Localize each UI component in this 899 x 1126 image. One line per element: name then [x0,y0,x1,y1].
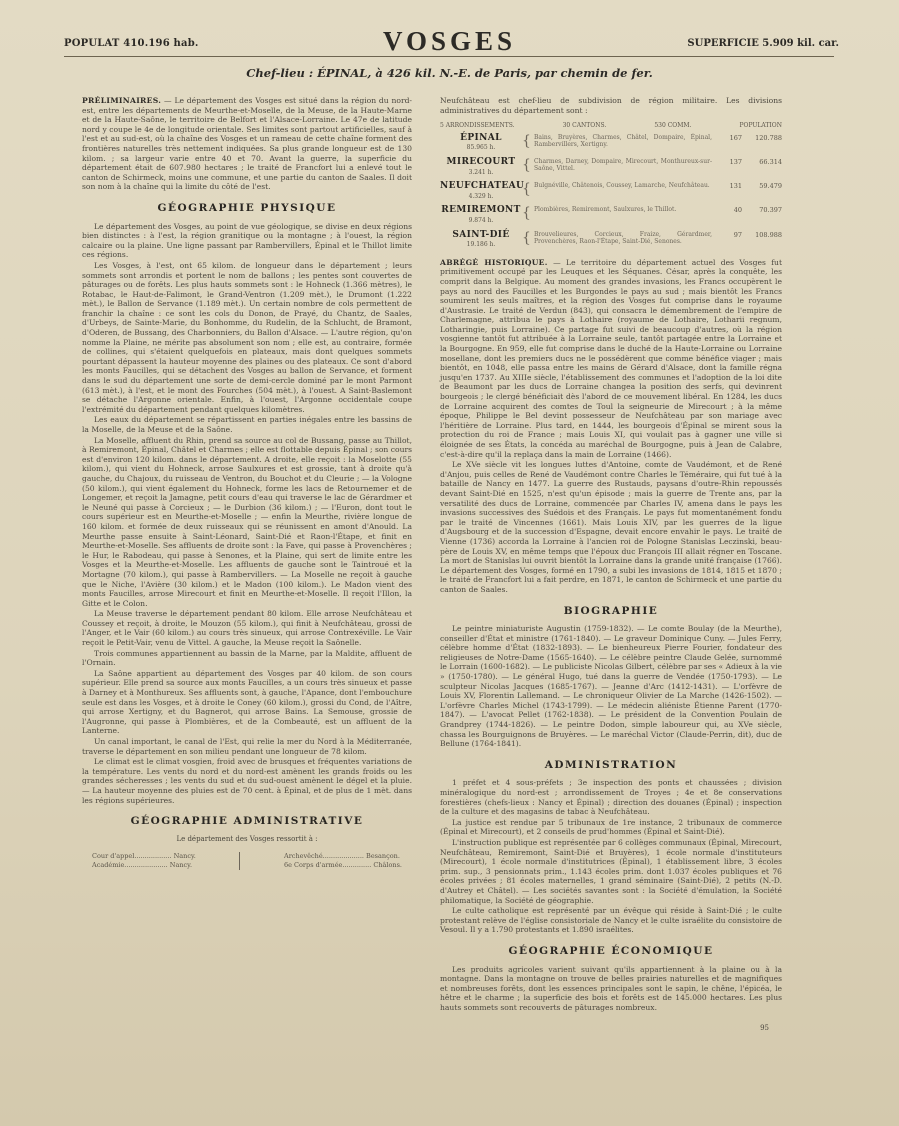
admin-p2: La justice est rendue par 5 tribunaux de 1re instance, 2 tribunaux de commerce (Épinal et Mirecourt), et 2 conseils de prud'hommes (Épinal et Saint-Dié). [440,817,782,837]
brace-glyph: { [522,181,531,198]
table-header-cell: POPULATION [739,122,782,130]
arrondissements-table [440,121,782,250]
arr-communes: 167 [729,133,742,142]
arr-name: ÉPINAL [460,132,502,143]
arr-cantons: Plombières, Remiremont, Saulxures, le Thillot. [534,206,677,214]
arr-sub: 4.329 h. [468,192,494,200]
population-label: POPULAT 410.196 hab. [64,38,199,49]
arr-population: 59.479 [759,182,782,191]
arr-name: MIRECOURT [446,156,516,167]
admin-p3: L'instruction publique est représentée par 6 collèges communaux (Épinal, Mirecourt, Neufchâteau, Remiremont, Saint-Dié et Bruyères), 1 école normale d'instituteurs (Mirecourt), 1 école normale d'institutrices (Épinal), 1 établissement libre, 3 écoles prim. sup., 3 pensionnats prim., 1.143 écoles prim. dont 1.037 écoles publiques et 76 écoles privées ; 81 écoles maternelles, 1 grand séminaire (Saint-Dié), 2 petits (N.-D. d'Autrey et Châtel). — Les sociétés savantes sont : la Société d'émulation, la Société philomatique, la Société de géographie. [440,837,782,905]
geo-adm-heading: GÉOGRAPHIE ADMINISTRATIVE [130,815,364,828]
page-title: VOSGES [382,26,516,56]
arr-name: SAINT-DIÉ [452,229,510,240]
table-header [440,121,782,131]
brace-glyph: { [522,132,531,149]
geo-phys-p6: Trois communes appartiennent au bassin de la Marne, par la Maldite, affluent de l'Ornain. [82,648,412,668]
geo-phys-p8: Un canal important, le canal de l'Est, qui relie la mer du Nord à la Méditerranée, traverse le département en son milieu pendant une longueur de 78 kilom. [82,737,412,756]
admin-heading: ADMINISTRATION [544,758,678,771]
arr-name-cell [440,206,522,225]
prelim-label: PRÉLIMINAIRES. [82,96,162,105]
arr-cantons: Brouvelieures, Corcieux, Fraize, Gérardmer, Provenchères, Raon-l'Étape, Saint-Dié, Senones. [534,230,712,245]
geo-adm-list [82,852,412,870]
arr-communes: 131 [729,182,742,191]
geo-phys-p1: Le département des Vosges, au point de vue géologique, se divise en deux régions bien distinctes : à l'est, la région granitique ou la montagne ; à l'ouest, la région calcaire ou la plaine. Une ligne passant par Rambervillers, Épinal et le Thillot limite ces régions. [82,221,412,260]
arr-population: 108.988 [755,230,782,239]
header-rule [64,56,834,57]
header [0,26,899,66]
arr-sub: 9.874 h. [468,216,494,224]
arr-name: NEUFCHATEAU [440,181,525,192]
history-p2: Le XVe siècle vit les longues luttes d'Antoine, comte de Vaudémont, et de René d'Anjou, puis celles de René de Vaudémont contre Charles le Téméraire, qui fut tué à la bataille de Nancy en 1477. La guerre des Rustauds, paysans d'outre-Rhin repoussés devant Saint-Dié en 1525, n'est qu'un épisode ; mais la guerre de Trente ans, par la versatilité des ducs de Lorraine, commencée par Charles IV, amena dans le pays les invasions successives des Suédois et des Français. Le pays fut momentanément fondu par le traité de Vincennes (1661). Mais Louis XIV, par les guerres de la ligue d'Augsbourg et de la succession d'Espagne, devait encore envahir le pays. Le traité de Vienne (1736) accorda la Lorraine à l'ancien roi de Pologne Stanislas Leczinski, beau-père de Louis XV, en même temps que l'époux duc François III allait régner en Toscane. La mort de Stanislas lui ouvrit bientôt la Lorraine dans la grande unité française (1766). Le département des Vosges, formé en 1790, a subi les invasions de 1814, 1815 et 1870 ; le traité de Francfort lui a fait perdre, en 1871, le canton de Schirmeck et une partie du canton de Saales. [440,460,782,594]
geo-phys-p9: Le climat est le climat vosgien, froid avec de brusques et fréquentes variations de la température. Les vents du nord et du nord-est amènent les grands froids ou les grandes sécheresses ; les vents du sud et du sud-ouest amènent le dégel et la pluie. — La hauteur moyenne des pluies est de 70 cent. à Épinal, et de plus de 1 mèt. dans les régions supérieures. [82,757,412,805]
geo-adm-l2: Académie..................... Nancy. [92,861,193,870]
prelim-paragraph [82,96,412,192]
arr-name-cell [440,231,522,250]
geo-adm-divider [239,852,240,870]
bio-text: Le peintre miniaturiste Augustin (1759-1832). — Le comte Boulay (de la Meurthe), conseiller d'État et ministre (1761-1840). — Le graveur Dominique Cuny. — Jules Ferry, célèbre homme d'État (1832-1893). — Le bienheureux Pierre Fourier, fondateur des religieuses de Notre-Dame (1565-1640). — Le célèbre peintre Claude Gelée, surnommé le Lorrain (1600-1682). — Le publiciste Nicolas Gilbert, célèbre par ses « Adieux à la vie » (1750-1780). — Le général Hugo, tué dans la guerre de Vendée (1750-1793). — Le sculpteur Nicolas Jacques (1685-1767). — Jeanne d'Arc (1412-1431). — L'orfèvre de Louis XV, Florentin Lallemand. — Le chroniqueur Olivier de La Marche (1426-1502). — L'orfèvre Charles Michel (1743-1799). — Le médecin aliéniste Étienne Parent (1770-1847). — L'avocat Pellet (1762-1838). — Le président de la Convention Poulain de Grandprey (1744-1826). — Le peintre Dodon, simple laboureur qui, au XVe siècle, chassa les Bourguignons de Bruyères. — Le maréchal Victor (Claude-Perrin, dit), duc de Bellune (1764-1841). [440,624,783,749]
table-header-cell: 530 COMM. [654,122,692,130]
table-row [440,134,782,153]
arr-communes: 40 [733,206,742,215]
right-column [440,96,782,1013]
arr-name-cell [440,181,525,201]
table-row [440,206,782,225]
geo-phys-p7: La Saône appartient au département des Vosges par 40 kilom. de son cours supérieur. Elle prend sa source aux monts Faucilles, a un cours très sinueux et passe à Darney et à Monthureux. Ses affluents sont, à gauche, l'Apance, dont l'embouchure seule est dans les Vosges, et à droite le Coney (60 kilom.), grossi du Cond, de l'Aître, qui arrose Xertigny, et du Bagnerot, qui arrose Bains. La Semouse, grossie de l'Augronne, qui passe à Plombières, et de la Combeauté, est un affluent de la Lanterne. [82,668,412,736]
geo-phys-heading: GÉOGRAPHIE PHYSIQUE [157,201,337,214]
geo-phys-p3: Les eaux du département se répartissent en parties inégales entre les bassins de la Moselle, de la Meuse et de la Saône. [82,415,412,434]
arr-population: 70.397 [759,206,782,215]
table-header-cell: 30 CANTONS. [562,122,607,130]
admin-p1: 1 préfet et 4 sous-préfets ; 3e inspection des ponts et chaussées ; division minéralogique du nord-est ; arrondissement de Troyes ; 4e et 8e conservations forestières (chefs-lieux : Nancy et Épinal) ; direction des douanes (Épinal) ; inspection de la culture et des magasins de tabac à Neufchâteau. [440,778,782,817]
arr-cantons: Charmes, Darney, Dompaire, Mirecourt, Monthureux-sur-Saône, Vittel. [534,157,712,172]
page-number: 95 [760,1024,769,1032]
arr-communes: 97 [733,230,742,239]
geo-adm-r1: Archevêché.................... Besançon. [284,852,400,861]
left-column [82,96,412,870]
arr-cantons: Bulgnéville, Châtenois, Coussey, Lamarche, Neufchâteau. [534,182,710,190]
geo-adm-r2: 6e Corps d'armée.............. Châlons. [284,861,402,870]
bio-heading: BIOGRAPHIE [563,604,659,617]
arr-cantons: Bains, Bruyères, Charmes, Châtel, Dompaire, Épinal, Rambervillers, Xertigny. [534,133,712,148]
geo-eco-text: Les produits agricoles varient suivant qu'ils appartiennent à la plaine ou à la montagne. Dans la montagne on trouve de belles prairies naturelles et de magnifiques et nombreuses forêts, dont les essences principales sont le sapin, le chêne, l'épicéa, le hêtre et le charme ; la superficie des bois et forêts est de 145.000 hectares. Les plus hauts sommets sont recouverts de pâturages nombreux. [440,964,782,1012]
geo-eco-heading: GÉOGRAPHIE ÉCONOMIQUE [508,944,714,957]
arr-name-cell [440,158,522,177]
geo-phys-p2: Les Vosges, à l'est, ont 65 kilom. de longueur dans le département ; leurs sommets sont arrondis et portent le nom de ballons ; les pentes sont couvertes de pâturages ou de forêts. Les plus hauts sommets sont : le Hohneck (1.366 mètres), le Rotabac, le Haut-de-Falimont, le Grand-Ventron (1.209 mèt.), le Drumont (1.222 mèt.), le Ballon de Servance (1.189 mèt.). Un certain nombre de cols permettent de franchir la chaîne : ce sont les cols du Donon, de Prayé, du Chantz, de Saales, d'Urbeys, de Sainte-Marie, du Bonhomme, du Rudelin, de la Schlucht, de Bramont, d'Oderen, de Bussang, des Charbonniers, du Ballon d'Alsace. — L'autre région, qu'on nomme la Plaine, ne mérite pas absolument son nom ; elle est, au contraire, formée de collines, qui s'étaient quelquefois en plateaux, mais dont quelques sommets pourtant dépassent la hauteur moyenne des plaines ou des plateaux. Ce sont d'abord les monts Faucilles, qui se détachent des Vosges au ballon de Servance, et forment dans le sud du département une sorte de demi-cercle dominé par le mont Parmont (613 mèt.), à l'est, et le mont des Fourches (504 mèt.), à l'ouest. A Saint-Baslemont se détache l'Argonne orientale. Enfin, à l'ouest, l'Argonne occidentale coupe l'extrémité du département pendant quelques kilomètres. [82,260,412,414]
arr-communes: 137 [729,157,742,166]
geo-adm-l1: Cour d'appel.................. Nancy. [92,852,196,861]
brace-glyph: { [522,205,531,222]
arr-sub: 3.241 h. [468,168,494,176]
history-p1 [440,258,782,459]
brace-glyph: { [522,156,531,173]
table-row [440,231,782,250]
table-header-cell: 5 ARRONDISSEMENTS. [440,122,515,130]
geo-phys-p5: La Meuse traverse le département pendant 80 kilom. Elle arrose Neufchâteau et Coussey et reçoit, à droite, le Mouzon (55 kilom.), qui finit à Neufchâteau, grossi de l'Anger, et le Vair (60 kilom.) au cours très sinueux, qui arrose Contrexéville. Le Vair reçoit le Petit-Vair, venu de Vittel. A gauche, la Meuse reçoit la Saônelle. [82,609,412,648]
history-text-1: — Le territoire du département actuel des Vosges fut primitivement occupé par les Leuques et les Séquanes. César, après la conquête, les comprit dans la Belgique. Au moment des grandes invasions, les Francs occupèrent le pays au nord des Faucilles et les Burgondes le pays au sud ; mais bientôt les Francs soumirent les seuls maîtres, et la région des Vosges fut comprise dans le royaume d'Austrasie. Le traité de Verdun (843), qui consacra le démembrement de l'empire de Charlemagne, attribua le pays à Lothaire (royaume de Lothaire, Lotharii regnum, Lotharingie, puis Lorraine). Ce partage fut suivi de beaucoup d'autres, où la région vosgienne tantôt fut attribuée à la Lorraine seule, tantôt partagée entre la Lorraine et la Bourgogne. En 959, elle fut comprise dans le duché de la Haute-Lorraine ou Lorraine mosellane, dont les premiers ducs ne le possédèrent que comme bénéfice viager ; mais bientôt, en 1048, elle passa entre les mains de Gérard d'Alsace, dont la famille régna jusqu'en 1737. Au XIIIe siècle, l'établissement des communes et l'adoption de la loi dite de Beaumont par les ducs de Lorraine changea la position des serfs, qui devinrent bourgeois ; le clergé bénéficiait dès l'abord de ce mouvement libéral. En 1284, les ducs de Lorraine acquirent des comtes de Toul la seigneurie de Mirecourt ; à la même époque, Philippe le Bel devint possesseur de Neufchâteau par son mariage avec l'héritière de Lorraine. Plus tard, en 1444, les bourgeois d'Épinal se mirent sous la protection du roi de France ; mais Louis XI, qui voulait pas à gagner une ville si éloignée de ses États, la concéda au maréchal de Bourgogne, puis à Jean de Calabre, c'est-à-dire qu'il la replaça dans la main de Lorraine (1466). [440,257,782,459]
right-intro: Neufchâteau est chef-lieu de subdivision de région militaire. Les divisions administratives du département sont : [440,96,782,115]
geo-adm-left [92,852,196,870]
admin-p4: Le culte catholique est représenté par un évêque qui réside à Saint-Dié ; le culte protestant relève de l'église consistoriale de Nancy et le culte israélite du consistoire de Vesoul. Il y a 1.790 protestants et 1.890 israélites. [440,906,782,935]
geo-adm-block [82,835,412,871]
history-label: ABRÉGÉ HISTORIQUE. [440,257,548,267]
geo-adm-right [284,852,402,870]
arr-sub: 85.965 h. [466,144,496,152]
brace-glyph: { [522,229,531,246]
geo-phys-p4: La Moselle, affluent du Rhin, prend sa source au col de Bussang, passe au Thillot, à Remiremont, Épinal, Châtel et Charmes ; elle est flottable depuis Épinal ; son cours est d'environ 120 kilom. dans le département. A droite, elle reçoit : la Moselotte (55 kilom.), qui vient du Hohneck, arrose Saulxures et est grossie, tant à droite qu'à gauche, du Chajoux, du ruisseau de Ventron, du Bouchot et du Cleurie ; — la Vologne (50 kilom.), qui vient également du Hohneck, forme les lacs de Retournemer et de Longemer, et reçoit la Jamagne, petit cours d'eau qui traverse le lac de Gérardmer et le Neuné qui passe à Corcieux ; — le Durbion (36 kilom.) ; — l'Euron, dont tout le cours supérieur est en Meurthe-et-Moselle ; — enfin la Meurthe, rivière longue de 160 kilom. et formée de deux ruisseaux qui se réunissent en amont d'Anould. La Meurthe passe ensuite à Saint-Léonard, Saint-Dié et Raon-l'Étape, et finit en Meurthe-et-Moselle. Ses affluents de droite sont : la Fave, qui passe à Provenchères ; le Hur, le Rabodeau, qui passe à Senones, et la Plaine, qui sert de limite entre les Vosges et la Meurthe-et-Moselle. Les affluents de gauche sont le Taintroué et la Mortagne (70 kilom.), qui passe à Rambervillers. — La Moselle ne reçoit à gauche que le Niche, l'Avière (30 kilom.) et le Madon (100 kilom.). Le Madon vient des monts Faucilles, arrose Mirecourt et finit en Meurthe-et-Moselle. Il reçoit l'Illon, la Gitte et le Colon. [82,435,412,608]
arr-sub: 19.186 h. [466,241,496,249]
table-row [440,158,782,177]
arr-name-cell [440,134,522,153]
table-row [440,182,782,201]
arr-name: REMIREMONT [441,205,521,216]
arr-population: 120.788 [755,133,782,142]
page-subtitle: Chef-lieu : ÉPINAL, à 426 kil. N.-E. de Paris, par chemin de fer. [246,66,653,80]
geo-adm-intro: Le département des Vosges ressortit à : [176,834,318,843]
arr-population: 66.314 [759,157,782,166]
prelim-text: — Le département des Vosges est situé dans la région du nord-est, entre les départements de Meurthe-et-Moselle, de la Meuse, de la Haute-Marne et de la Haute-Saône, le territoire de Belfort et l'Alsace-Lorraine. Le 47e de latitude nord y coupe le 4e de longitude orientale. Ses limites sont partout artificielles, sauf à l'est et au sud-est, où la chaîne des Vosges et un rameau de cette chaîne forment des frontières naturelles très nettement indiquées. Sa plus grande longueur est de 130 kilom. ; sa largeur varie entre 40 et 70. Avant la guerre, la superficie du département était de 607.980 hectares ; le traité de Francfort lui a enlevé tout le canton de Schirmeck, moins une commune, et une partie du canton de Saales. Il doit son nom à la chaîne qui la limite du côté de l'est. [82,96,412,192]
superficie-label: SUPERFICIE 5.909 kil. car. [687,38,839,49]
